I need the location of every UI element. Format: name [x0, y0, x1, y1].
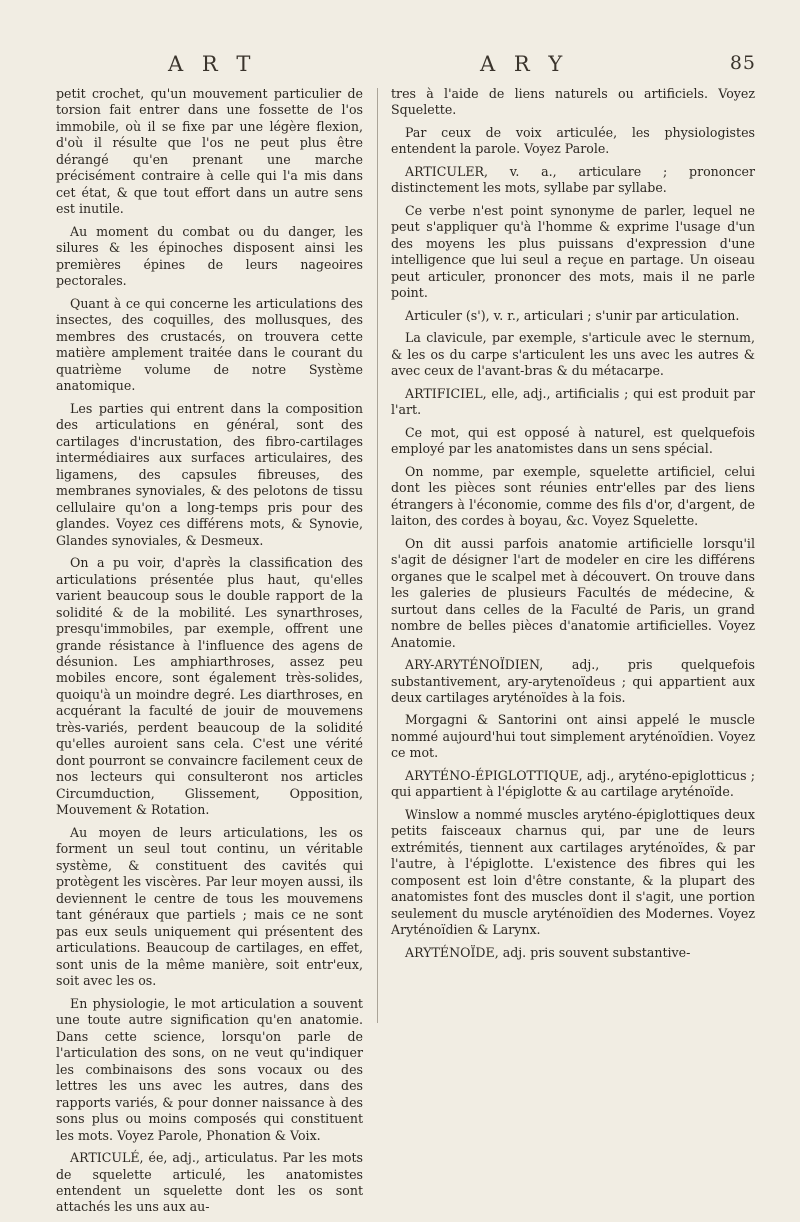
page-number: 85	[729, 52, 756, 74]
running-head-left: A R T	[168, 52, 257, 76]
paragraph: Quant à ce qui concerne les articulations des insectes, des coquilles, des mollusques, des membres des crustacés, on trouvera cette matière amplement traitée dans le courant du quatrième volume de notre Système anatomique.	[56, 295, 363, 394]
paragraph: ARYTÉNOÏDE, adj. pris souvent substantive-	[405, 944, 691, 960]
running-head-center: A R Y	[480, 52, 569, 76]
paragraph: Morgagni & Santorini ont ainsi appelé le muscle nommé aujourd'hui tout simplement aryténoïdien. Voyez ce mot.	[391, 712, 755, 761]
paragraph: ARTIFICIEL, elle, adj., artificialis ; qui est produit par l'art.	[391, 385, 755, 418]
column-divider	[377, 88, 378, 1023]
paragraph: Au moyen de leurs articulations, les os forment un seul tout continu, un véritable système, & constituent des cavités qui protègent les viscères. Par leur moyen aussi, ils deviennent le centre de tous les mouvemens tant généraux que partiels ; mais ce ne sont pas eux seuls uniquement qui présentent des articulations. Beaucoup de cartilages, en effet, sont unis de la même manière, soit entr'eux, soit avec les os.	[56, 824, 363, 989]
paragraph: Les parties qui entrent dans la composition des articulations en général, sont des cartilages d'incrustation, des fibro-cartilages intermédiaires aux surfaces articulaires, des ligamens, des capsules fibreuses, des membranes synoviales, & des pelotons de tissu cellulaire qu'on a long-temps pris pour des glandes. Voyez ces différens mots, & Synovie, Glandes synoviales, & Desmeux.	[56, 400, 363, 548]
paragraph: Par ceux de voix articulée, les physiologistes entendent la parole. Voyez Parole.	[391, 124, 755, 157]
paragraph: Ce verbe n'est point synonyme de parler, lequel ne peut s'appliquer qu'à l'homme & exprime l'usage d'un des moyens les plus puissans d'expression d'une intelligence que lui seul a reçue en partage. Un oiseau peut articuler, prononcer des mots, mais il ne parle point.	[391, 202, 755, 301]
paragraph: tres à l'aide de liens naturels ou artificiels. Voyez Squelette.	[391, 86, 755, 118]
left-column	[56, 86, 363, 1222]
paragraph: ARY-ARYTÉNOÏDIEN, adj., pris quelquefois substantivement, ary-arytenoïdeus ; qui appartient aux deux cartilages aryténoïdes à la fois.	[391, 657, 755, 705]
paragraph: On nomme, par exemple, squelette artificiel, celui dont les pièces sont réunies entr'elles par des liens étrangers à l'économie, comme des fils d'or, d'argent, de laiton, des cordes à boyau, &c. Voyez Squelette.	[391, 463, 755, 529]
paragraph: On a pu voir, d'après la classification des articulations présentée plus haut, qu'elles varient beaucoup sous le double rapport de la solidité & de la mobilité. Les synarthroses, presqu'immobiles, par exemple, offrent une grande résistance à l'influence des agens de désunion. Les amphiarthroses, assez peu mobiles encore, sont également très-solides, quoiqu'à un moindre degré. Les diarthroses, en acquérant la faculté de jouir de mouvemens très-variés, perdent beaucoup de la solidité qu'elles auroient sans cela. C'est une vérité dont pourront se convaincre facilement ceux de nos lecteurs qui consulteront nos articles Circumduction, Glissement, Opposition, Mouvement & Rotation.	[56, 555, 363, 818]
right-column	[391, 86, 755, 967]
paragraph: La clavicule, par exemple, s'articule avec le sternum, & les os du carpe s'articulent les uns avec les autres & avec ceux de l'avant-bras & du métacarpe.	[391, 330, 755, 379]
paragraph: En physiologie, le mot articulation a souvent une toute autre signification qu'en anatomie. Dans cette science, lorsqu'on parle de l'articulation des sons, on ne veut qu'indiquer les combinaisons des sons vocaux ou des lettres les uns avec les autres, dans des rapports variés, & pour donner naissance à des sons plus ou moins composés qui constituent les mots. Voyez Parole, Phonation & Voix.	[56, 995, 363, 1143]
paragraph: Au moment du combat ou du danger, les silures & les épinoches disposent ainsi les premières épines de leurs nageoires pectorales.	[56, 223, 363, 289]
paragraph: Ce mot, qui est opposé à naturel, est quelquefois employé par les anatomistes dans un sens spécial.	[391, 424, 755, 457]
paragraph: ARYTÉNO-ÉPIGLOTTIQUE, adj., aryténo-epiglotticus ; qui appartient à l'épiglotte & au cartilage aryténoïde.	[391, 767, 755, 800]
paragraph: Articuler (s'), v. r., articulari ; s'unir par articulation.	[405, 307, 740, 323]
paragraph: On dit aussi parfois anatomie artificielle lorsqu'il s'agit de désigner l'art de modeler en cire les différens organes que le scalpel met à découvert. On trouve dans les galeries de plusieurs Facultés de médecine, & surtout dans celles de la Faculté de Paris, un grand nombre de belles pièces d'anatomie artificielles. Voyez Anatomie.	[391, 535, 755, 650]
paragraph: ARTICULER, v. a., articulare ; prononcer distinctement les mots, syllabe par syllabe.	[391, 163, 755, 196]
paragraph: ARTICULÉ, ée, adj., articulatus. Par les mots de squelette articulé, les anatomistes entendent un squelette dont les os sont attachés les uns aux au-	[56, 1150, 363, 1215]
paragraph: Winslow a nommé muscles aryténo-épiglottiques deux petits faisceaux charnus qui, par une de leurs extrémités, tiennent aux cartilages aryténoïdes, & par l'autre, à l'épiglotte. L'existence des fibres qui les composent est loin d'être constante, & la plupart des anatomistes font des muscles dont il s'agit, une portion seulement du muscle aryténoïdien des Modernes. Voyez Aryténoïdien & Larynx.	[391, 806, 755, 938]
paragraph: petit crochet, qu'un mouvement particulier de torsion fait entrer dans une fossette de l'os immobile, où il se fixe par une légère flexion, d'où il résulte que l'os ne peut plus être dérangé qu'en prenant une marche précisément contraire à celle qui l'a mis dans cet état, & que tout effort dans un autre sens est inutile.	[56, 86, 363, 217]
